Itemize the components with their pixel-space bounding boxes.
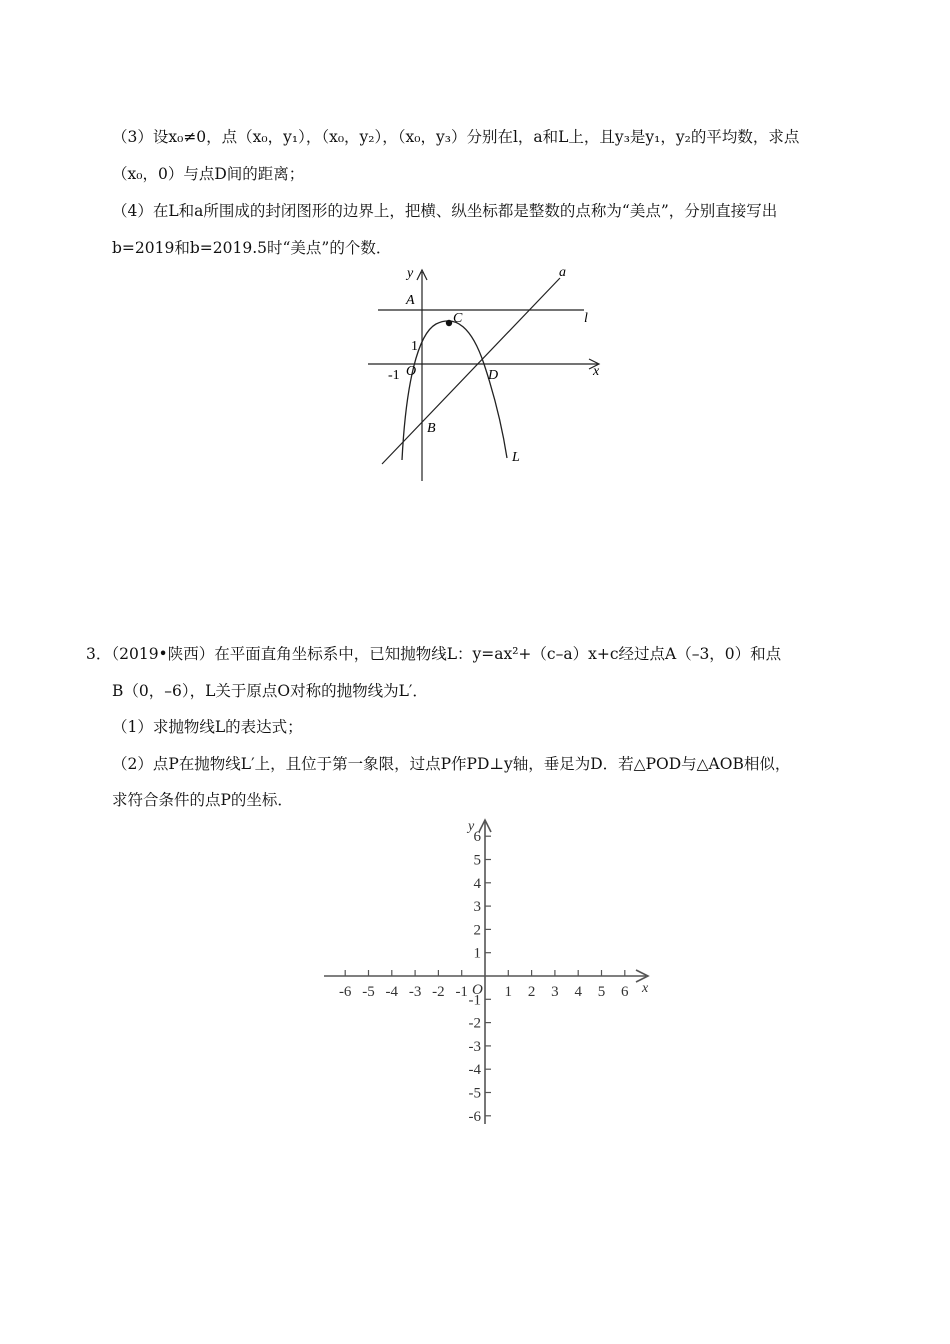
label-O: O [406, 364, 417, 379]
problem-line: 3．（2019•陕西）在平面直角坐标系中，已知抛物线L：y=ax²+（c–a）x+c经过点A（–3，0）和点 [86, 645, 782, 663]
y-tick-label: -5 [468, 1085, 481, 1102]
x-tick-label: 1 [504, 984, 513, 1000]
x-tick-label: 2 [527, 984, 536, 1000]
x-tick-label: -2 [432, 984, 445, 1000]
y-tick-label: -6 [468, 1108, 481, 1125]
label-y: y [407, 266, 414, 281]
text-line: （3）设x₀≠0，点（x₀，y₁），（x₀，y₂），（x₀，y₃）分别在l，a和L上，且y₃是y₁，y₂的平均数，求点 [112, 128, 800, 146]
point-C [446, 320, 452, 326]
text-line: （4）在L和a所围成的封闭图形的边界上，把横、纵坐标都是整数的点称为“美点”，分别直接写出 [112, 202, 778, 220]
label-L: L [512, 450, 520, 465]
label-origin: O [472, 982, 483, 998]
label-D: D [488, 368, 499, 383]
x-tick-label: -6 [338, 984, 352, 1000]
text-line: （x₀，0）与点D间的距离； [112, 165, 305, 183]
label-neg-one: -1 [388, 368, 400, 383]
label-B: B [427, 421, 436, 436]
y-tick-label: -1 [468, 992, 481, 1009]
problem-line: 求符合条件的点P的坐标． [112, 791, 293, 809]
label-x: x [593, 364, 600, 379]
label-y: y [468, 819, 475, 834]
y-tick-label: 1 [473, 945, 481, 962]
problem-line: （2）点P在抛物线L′上，且位于第一象限，过点P作PD⊥y轴，垂足为D．若△POD与△AOB相似， [112, 755, 791, 773]
problem-line: B（0，–6），L关于原点O对称的抛物线为L′． [112, 682, 428, 700]
text-line: b=2019和b=2019.5时“美点”的个数． [112, 239, 392, 257]
y-tick-label: 4 [473, 875, 481, 892]
x-tick-label: 6 [621, 984, 629, 1000]
label-one: 1 [411, 339, 418, 354]
y-tick-label: 3 [473, 899, 481, 916]
y-tick-label: 5 [473, 852, 481, 869]
y-tick-label: 6 [473, 829, 481, 846]
y-tick-label: -2 [468, 1015, 481, 1032]
problem-line: （1）求抛物线L的表达式； [112, 718, 303, 736]
x-tick-label: -3 [408, 984, 422, 1000]
label-x: x [642, 981, 649, 996]
label-a: a [559, 265, 566, 280]
figure-coordinate-plane [318, 814, 658, 1132]
label-A: A [406, 293, 415, 308]
x-tick-label: 5 [597, 984, 606, 1000]
y-tick-label: -4 [468, 1062, 481, 1079]
x-tick-label: -1 [455, 984, 468, 1000]
label-l: l [584, 311, 588, 326]
y-tick-label: -3 [468, 1038, 481, 1055]
y-tick-label: 2 [473, 922, 481, 939]
x-tick-label: 4 [574, 984, 582, 1000]
label-C: C [453, 311, 463, 326]
x-tick-label: -5 [362, 984, 375, 1000]
x-tick-label: -4 [385, 984, 399, 1000]
figure-parabola-lines [360, 264, 610, 484]
x-tick-label: 3 [551, 984, 559, 1000]
